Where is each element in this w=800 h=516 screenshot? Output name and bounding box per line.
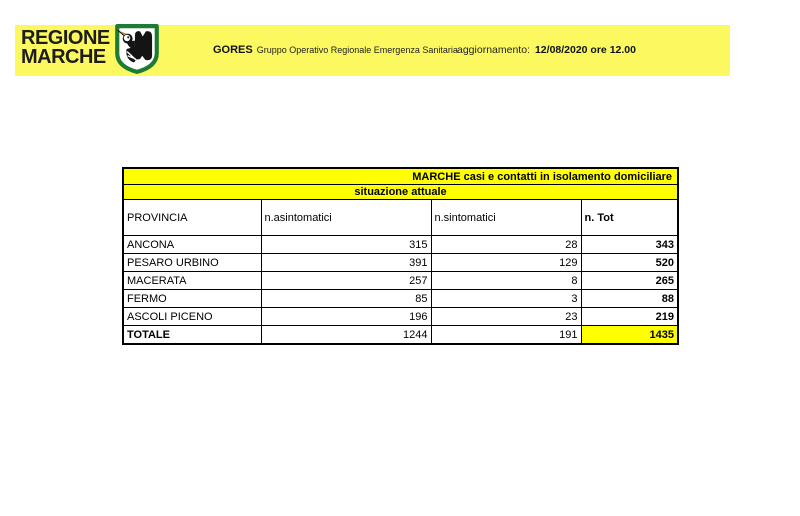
table-row-pesaro-urbino xyxy=(123,254,678,272)
total-tot-cell: 1435 xyxy=(581,326,678,345)
col-header-sintomatici: n.sintomatici xyxy=(431,200,581,236)
tot-cell: 219 xyxy=(581,308,678,326)
sintomatici-cell: 3 xyxy=(431,290,581,308)
marche-shield-logo-icon xyxy=(114,23,160,75)
tot-cell: 343 xyxy=(581,236,678,254)
regione-marche-wordmark xyxy=(21,29,110,67)
sintomatici-cell: 28 xyxy=(431,236,581,254)
sintomatici-cell: 129 xyxy=(431,254,581,272)
total-sintomatici-cell: 191 xyxy=(431,326,581,345)
sintomatici-cell: 8 xyxy=(431,272,581,290)
gores-acronym: GORES xyxy=(213,44,253,56)
wordmark-line1: REGIONE xyxy=(21,27,110,49)
table-title: MARCHE casi e contatti in isolamento domiciliare xyxy=(123,168,678,185)
table-total-row xyxy=(123,326,678,345)
col-header-asintomatici: n.asintomatici xyxy=(261,200,431,236)
provincia-cell: PESARO URBINO xyxy=(123,254,261,272)
provincia-cell: ASCOLI PICENO xyxy=(123,308,261,326)
table-row-ancona xyxy=(123,236,678,254)
update-timestamp xyxy=(457,43,636,57)
asintomatici-cell: 85 xyxy=(261,290,431,308)
tot-cell: 88 xyxy=(581,290,678,308)
table-subtitle: situazione attuale xyxy=(123,185,678,200)
provincia-cell: ANCONA xyxy=(123,236,261,254)
update-label: aggiornamento: xyxy=(457,44,530,56)
table-title-row xyxy=(123,168,678,185)
table-row-ascoli-piceno xyxy=(123,308,678,326)
update-datetime: 12/08/2020 ore 12.00 xyxy=(534,44,636,56)
asintomatici-cell: 257 xyxy=(261,272,431,290)
total-asintomatici-cell: 1244 xyxy=(261,326,431,345)
column-header-row xyxy=(123,200,678,236)
table-subtitle-row xyxy=(123,185,678,200)
total-label-cell: TOTALE xyxy=(123,326,261,345)
col-header-provincia: PROVINCIA xyxy=(123,200,261,236)
wordmark-line2: MARCHE xyxy=(21,46,106,68)
provincia-cell: FERMO xyxy=(123,290,261,308)
gores-full-name: Gruppo Operativo Regionale Emergenza Sanitaria xyxy=(256,45,458,55)
isolation-table xyxy=(122,167,679,345)
gores-title xyxy=(213,43,458,57)
tot-cell: 520 xyxy=(581,254,678,272)
asintomatici-cell: 196 xyxy=(261,308,431,326)
table-row-macerata xyxy=(123,272,678,290)
table-row-fermo xyxy=(123,290,678,308)
tot-cell: 265 xyxy=(581,272,678,290)
asintomatici-cell: 391 xyxy=(261,254,431,272)
col-header-tot: n. Tot xyxy=(581,200,678,236)
asintomatici-cell: 315 xyxy=(261,236,431,254)
sintomatici-cell: 23 xyxy=(431,308,581,326)
provincia-cell: MACERATA xyxy=(123,272,261,290)
